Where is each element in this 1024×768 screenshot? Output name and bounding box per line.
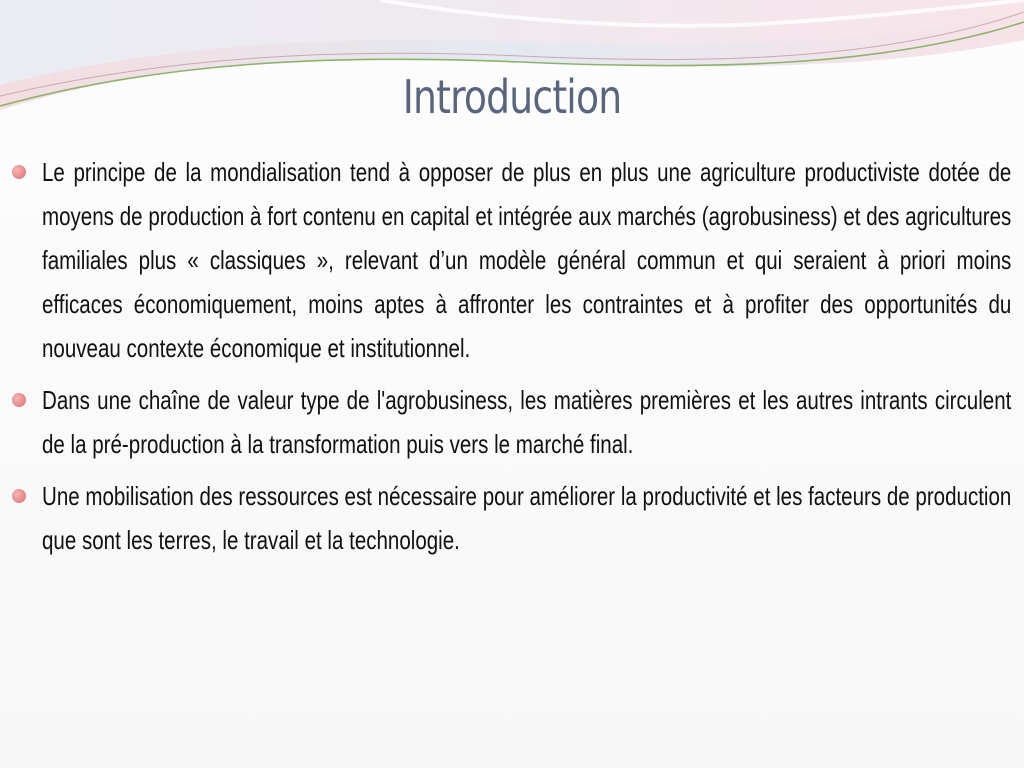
bullet-text: Une mobilisation des ressources est nécessaire pour améliorer la productivité et les facteurs de production que sont les terres, le travail et la technologie.	[42, 481, 1012, 555]
bullet-item-3	[0, 474, 1024, 562]
bullet-dot-icon	[12, 165, 26, 179]
bullet-dot-icon	[12, 393, 26, 407]
bullet-dot-icon	[12, 489, 26, 503]
bullet-item-1	[0, 150, 1024, 370]
bullet-list	[0, 150, 1024, 562]
slide-title: Introduction	[402, 70, 622, 124]
bullet-text: Dans une chaîne de valeur type de l'agrobusiness, les matières premières et les autres intrants circulent de la pré-production à la transformation puis vers le marché final.	[42, 385, 1012, 459]
bullet-item-2	[0, 378, 1024, 466]
bullet-text: Le principe de la mondialisation tend à opposer de plus en plus une agriculture productiviste dotée de moyens de production à fort contenu en capital et intégrée aux marchés (agrobusiness) et des agricultures familiales plus « classiques », relevant d’un modèle général commun et qui seraient à priori moins efficaces économiquement, moins aptes à affronter les contraintes et à profiter des opportunités du nouveau contexte économique et institutionnel.	[42, 157, 1012, 363]
